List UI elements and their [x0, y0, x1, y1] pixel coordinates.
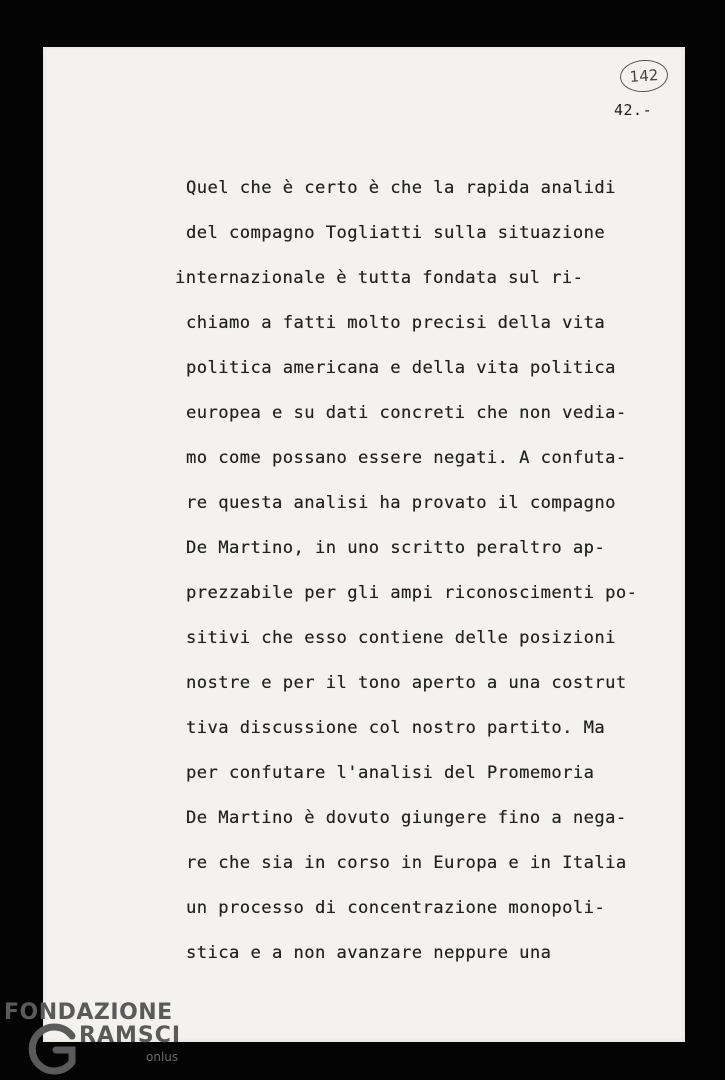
text-line: un processo di concentrazione monopoli-: [186, 898, 606, 918]
text-line: del compagno Togliatti sulla situazione: [186, 223, 606, 243]
text-line: politica americana e della vita politica: [186, 358, 616, 378]
text-line: re questa analisi ha provato il compagno: [186, 493, 616, 513]
fondazione-gramsci-logo: [0, 998, 185, 1080]
text-line: stica e a non avanzare neppure una: [186, 943, 552, 963]
text-line: Quel che è certo è che la rapida analidi: [186, 178, 616, 198]
text-line: internazionale è tutta fondata sul ri-: [175, 268, 584, 288]
text-line: chiamo a fatti molto precisi della vita: [186, 313, 606, 333]
text-line: mo come possano essere negati. A confuta-: [186, 448, 627, 468]
text-line: De Martino, in uno scritto peraltro ap-: [186, 538, 606, 558]
text-line: per confutare l'analisi del Promemoria: [186, 763, 595, 783]
text-line: nostre e per il tono aperto a una costrut: [186, 673, 627, 693]
text-line: europea e su dati concreti che non vedia-: [186, 403, 627, 423]
text-line: De Martino è dovuto giungere fino a nega-: [186, 808, 627, 828]
text-line: re che sia in corso in Europa e in Italia: [186, 853, 627, 873]
page-number: 42.-: [614, 101, 653, 119]
logo-text-onlus: onlus: [146, 1050, 179, 1064]
text-line: prezzabile per gli ampi riconoscimenti po-: [186, 583, 638, 603]
text-line: tiva discussione col nostro partito. Ma: [186, 718, 606, 738]
logo-text-gramsci: RAMSCI: [79, 1023, 182, 1048]
logo-text-fondazione: FONDAZIONE: [4, 1000, 173, 1025]
text-line: sitivi che esso contiene delle posizioni: [186, 628, 616, 648]
gramsci-g-icon: [26, 1022, 80, 1076]
archive-number-stamp: 142: [619, 58, 669, 93]
